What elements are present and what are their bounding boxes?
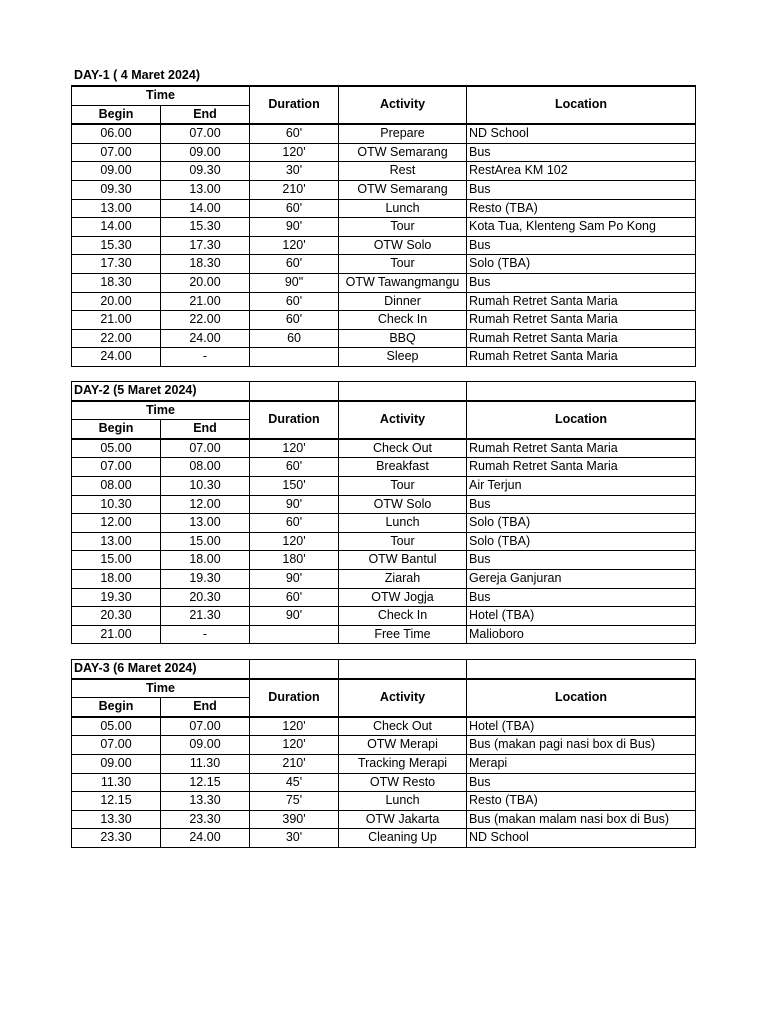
end-time-cell: 12.15 (161, 773, 250, 792)
location-cell: Air Terjun (467, 476, 696, 495)
table-row (72, 329, 696, 348)
begin-time-cell: 05.00 (72, 717, 161, 736)
activity-cell: Tracking Merapi (339, 754, 467, 773)
table-row (72, 607, 696, 626)
table-row (72, 255, 696, 274)
end-time-cell: 17.30 (161, 236, 250, 255)
end-time-cell: 18.00 (161, 551, 250, 570)
begin-time-cell: 12.00 (72, 514, 161, 533)
begin-time-cell: 07.00 (72, 458, 161, 477)
end-time-cell: 18.30 (161, 255, 250, 274)
begin-time-cell: 14.00 (72, 218, 161, 237)
end-time-cell: 07.00 (161, 124, 250, 143)
location-cell: RestArea KM 102 (467, 162, 696, 181)
location-cell: Bus (467, 495, 696, 514)
duration-cell: 60' (250, 199, 339, 218)
begin-time-cell: 24.00 (72, 348, 161, 367)
begin-time-cell: 10.30 (72, 495, 161, 514)
begin-time-cell: 07.00 (72, 736, 161, 755)
table-row (72, 348, 696, 367)
location-cell: ND School (467, 829, 696, 848)
begin-time-cell: 09.00 (72, 754, 161, 773)
begin-time-cell: 21.00 (72, 311, 161, 330)
duration-cell: 30' (250, 829, 339, 848)
end-time-cell: 09.00 (161, 736, 250, 755)
table-row (72, 829, 696, 848)
table-row (72, 292, 696, 311)
table-row (72, 736, 696, 755)
day-title: DAY-2 (5 Maret 2024) (72, 382, 250, 401)
activity-cell: OTW Jogja (339, 588, 467, 607)
end-time-cell: 20.00 (161, 273, 250, 292)
activity-cell: OTW Resto (339, 773, 467, 792)
begin-time-cell: 09.30 (72, 180, 161, 199)
location-cell: Rumah Retret Santa Maria (467, 439, 696, 458)
activity-cell: OTW Jakarta (339, 810, 467, 829)
table-row (72, 143, 696, 162)
location-cell: Rumah Retret Santa Maria (467, 458, 696, 477)
end-time-cell: 09.00 (161, 143, 250, 162)
begin-header: Begin (72, 105, 161, 124)
activity-header: Activity (339, 679, 467, 717)
schedule-body (72, 717, 696, 848)
location-cell: Rumah Retret Santa Maria (467, 348, 696, 367)
time-header: Time (72, 86, 250, 105)
end-time-cell: - (161, 348, 250, 367)
location-header: Location (467, 86, 696, 124)
end-time-cell: 11.30 (161, 754, 250, 773)
end-time-cell: 09.30 (161, 162, 250, 181)
table-row (72, 495, 696, 514)
duration-cell: 180' (250, 551, 339, 570)
table-row (72, 218, 696, 237)
duration-cell: 60' (250, 124, 339, 143)
duration-cell: 30' (250, 162, 339, 181)
location-cell: Hotel (TBA) (467, 607, 696, 626)
duration-header: Duration (250, 401, 339, 439)
activity-cell: Tour (339, 476, 467, 495)
begin-time-cell: 17.30 (72, 255, 161, 274)
begin-time-cell: 05.00 (72, 439, 161, 458)
duration-cell: 60' (250, 311, 339, 330)
begin-time-cell: 21.00 (72, 625, 161, 644)
duration-cell: 60' (250, 255, 339, 274)
day-title: DAY-1 ( 4 Maret 2024) (74, 68, 200, 82)
table-row (72, 717, 696, 736)
table-row (72, 625, 696, 644)
duration-cell: 210' (250, 180, 339, 199)
table-row (72, 162, 696, 181)
begin-time-cell: 20.30 (72, 607, 161, 626)
duration-cell: 60' (250, 514, 339, 533)
table-row (72, 810, 696, 829)
duration-cell: 90' (250, 495, 339, 514)
table-row (72, 458, 696, 477)
duration-cell: 75' (250, 792, 339, 811)
location-cell: Resto (TBA) (467, 199, 696, 218)
location-cell: Solo (TBA) (467, 532, 696, 551)
duration-cell: 60' (250, 292, 339, 311)
end-time-cell: 13.00 (161, 514, 250, 533)
table-row (72, 476, 696, 495)
duration-cell: 210' (250, 754, 339, 773)
end-time-cell: 23.30 (161, 810, 250, 829)
activity-cell: OTW Semarang (339, 143, 467, 162)
location-cell: Bus (467, 551, 696, 570)
end-header: End (161, 105, 250, 124)
activity-cell: Check Out (339, 439, 467, 458)
duration-cell: 45' (250, 773, 339, 792)
activity-cell: Prepare (339, 124, 467, 143)
begin-time-cell: 18.30 (72, 273, 161, 292)
table-row (72, 754, 696, 773)
table-row (72, 514, 696, 533)
duration-cell: 90' (250, 218, 339, 237)
activity-cell: Tour (339, 532, 467, 551)
begin-time-cell: 19.30 (72, 588, 161, 607)
table-row (72, 124, 696, 143)
table-row (72, 532, 696, 551)
table-row (72, 551, 696, 570)
table-row (72, 588, 696, 607)
begin-header: Begin (72, 698, 161, 717)
time-header: Time (72, 679, 250, 698)
activity-cell: OTW Semarang (339, 180, 467, 199)
activity-cell: Tour (339, 218, 467, 237)
activity-cell: Check In (339, 311, 467, 330)
location-cell: Bus (467, 180, 696, 199)
end-time-cell: 20.30 (161, 588, 250, 607)
end-time-cell: 21.00 (161, 292, 250, 311)
location-cell: Solo (TBA) (467, 514, 696, 533)
table-row (72, 236, 696, 255)
table-row (72, 199, 696, 218)
activity-cell: Check In (339, 607, 467, 626)
end-time-cell: 21.30 (161, 607, 250, 626)
activity-cell: Lunch (339, 514, 467, 533)
table-row (72, 569, 696, 588)
duration-header: Duration (250, 679, 339, 717)
duration-cell: 120' (250, 439, 339, 458)
duration-cell: 120' (250, 532, 339, 551)
end-time-cell: 15.00 (161, 532, 250, 551)
table-row (72, 773, 696, 792)
location-cell: Resto (TBA) (467, 792, 696, 811)
end-time-cell: 10.30 (161, 476, 250, 495)
activity-cell: Cleaning Up (339, 829, 467, 848)
schedule-body (72, 439, 696, 644)
activity-cell: Rest (339, 162, 467, 181)
end-time-cell: 14.00 (161, 199, 250, 218)
activity-cell: OTW Bantul (339, 551, 467, 570)
schedule-table (71, 85, 696, 367)
activity-cell: Free Time (339, 625, 467, 644)
end-time-cell: 07.00 (161, 439, 250, 458)
location-cell: Bus (467, 273, 696, 292)
end-header: End (161, 420, 250, 439)
location-cell: Rumah Retret Santa Maria (467, 329, 696, 348)
duration-cell: 120' (250, 717, 339, 736)
duration-cell: 120' (250, 236, 339, 255)
end-header: End (161, 698, 250, 717)
activity-cell: Lunch (339, 792, 467, 811)
begin-time-cell: 18.00 (72, 569, 161, 588)
activity-cell: Dinner (339, 292, 467, 311)
end-time-cell: 24.00 (161, 329, 250, 348)
end-time-cell: 08.00 (161, 458, 250, 477)
table-row (72, 273, 696, 292)
end-time-cell: 24.00 (161, 829, 250, 848)
location-cell: Hotel (TBA) (467, 717, 696, 736)
table-row (72, 792, 696, 811)
duration-cell: 390' (250, 810, 339, 829)
duration-cell: 150' (250, 476, 339, 495)
location-cell: Rumah Retret Santa Maria (467, 292, 696, 311)
end-time-cell: 12.00 (161, 495, 250, 514)
end-time-cell: - (161, 625, 250, 644)
activity-cell: OTW Solo (339, 495, 467, 514)
activity-cell: Sleep (339, 348, 467, 367)
location-cell: Solo (TBA) (467, 255, 696, 274)
activity-cell: OTW Solo (339, 236, 467, 255)
location-cell: Bus (makan pagi nasi box di Bus) (467, 736, 696, 755)
duration-cell: 120' (250, 736, 339, 755)
begin-time-cell: 06.00 (72, 124, 161, 143)
activity-header: Activity (339, 401, 467, 439)
end-time-cell: 15.30 (161, 218, 250, 237)
location-header: Location (467, 679, 696, 717)
location-cell: Bus (makan malam nasi box di Bus) (467, 810, 696, 829)
begin-header: Begin (72, 420, 161, 439)
activity-cell: Tour (339, 255, 467, 274)
duration-cell: 60' (250, 458, 339, 477)
duration-cell (250, 625, 339, 644)
begin-time-cell: 13.00 (72, 532, 161, 551)
schedule-table (71, 381, 696, 644)
location-cell: Merapi (467, 754, 696, 773)
begin-time-cell: 07.00 (72, 143, 161, 162)
location-header: Location (467, 401, 696, 439)
location-cell: Kota Tua, Klenteng Sam Po Kong (467, 218, 696, 237)
activity-cell: Lunch (339, 199, 467, 218)
end-time-cell: 13.30 (161, 792, 250, 811)
end-time-cell: 07.00 (161, 717, 250, 736)
activity-cell: OTW Merapi (339, 736, 467, 755)
location-cell: Bus (467, 143, 696, 162)
day-2-schedule (71, 381, 696, 644)
activity-cell: Check Out (339, 717, 467, 736)
begin-time-cell: 20.00 (72, 292, 161, 311)
activity-cell: Breakfast (339, 458, 467, 477)
activity-header: Activity (339, 86, 467, 124)
begin-time-cell: 08.00 (72, 476, 161, 495)
duration-cell: 90' (250, 607, 339, 626)
day-title: DAY-3 (6 Maret 2024) (72, 660, 250, 679)
table-row (72, 439, 696, 458)
activity-cell: BBQ (339, 329, 467, 348)
table-row (72, 311, 696, 330)
begin-time-cell: 15.30 (72, 236, 161, 255)
end-time-cell: 13.00 (161, 180, 250, 199)
time-header: Time (72, 401, 250, 420)
duration-cell: 60' (250, 588, 339, 607)
duration-cell: 90' (250, 569, 339, 588)
begin-time-cell: 23.30 (72, 829, 161, 848)
location-cell: Rumah Retret Santa Maria (467, 311, 696, 330)
schedule-body (72, 124, 696, 366)
activity-cell: OTW Tawangmangu (339, 273, 467, 292)
begin-time-cell: 13.30 (72, 810, 161, 829)
duration-cell: 60 (250, 329, 339, 348)
day-1-schedule (71, 68, 696, 367)
schedule-table (71, 659, 696, 848)
location-cell: ND School (467, 124, 696, 143)
location-cell: Bus (467, 236, 696, 255)
duration-cell (250, 348, 339, 367)
location-cell: Malioboro (467, 625, 696, 644)
duration-header: Duration (250, 86, 339, 124)
location-cell: Gereja Ganjuran (467, 569, 696, 588)
location-cell: Bus (467, 588, 696, 607)
duration-cell: 120' (250, 143, 339, 162)
begin-time-cell: 09.00 (72, 162, 161, 181)
day-3-schedule (71, 659, 696, 848)
end-time-cell: 19.30 (161, 569, 250, 588)
begin-time-cell: 11.30 (72, 773, 161, 792)
begin-time-cell: 15.00 (72, 551, 161, 570)
duration-cell: 90" (250, 273, 339, 292)
location-cell: Bus (467, 773, 696, 792)
begin-time-cell: 13.00 (72, 199, 161, 218)
activity-cell: Ziarah (339, 569, 467, 588)
end-time-cell: 22.00 (161, 311, 250, 330)
table-row (72, 180, 696, 199)
begin-time-cell: 22.00 (72, 329, 161, 348)
begin-time-cell: 12.15 (72, 792, 161, 811)
